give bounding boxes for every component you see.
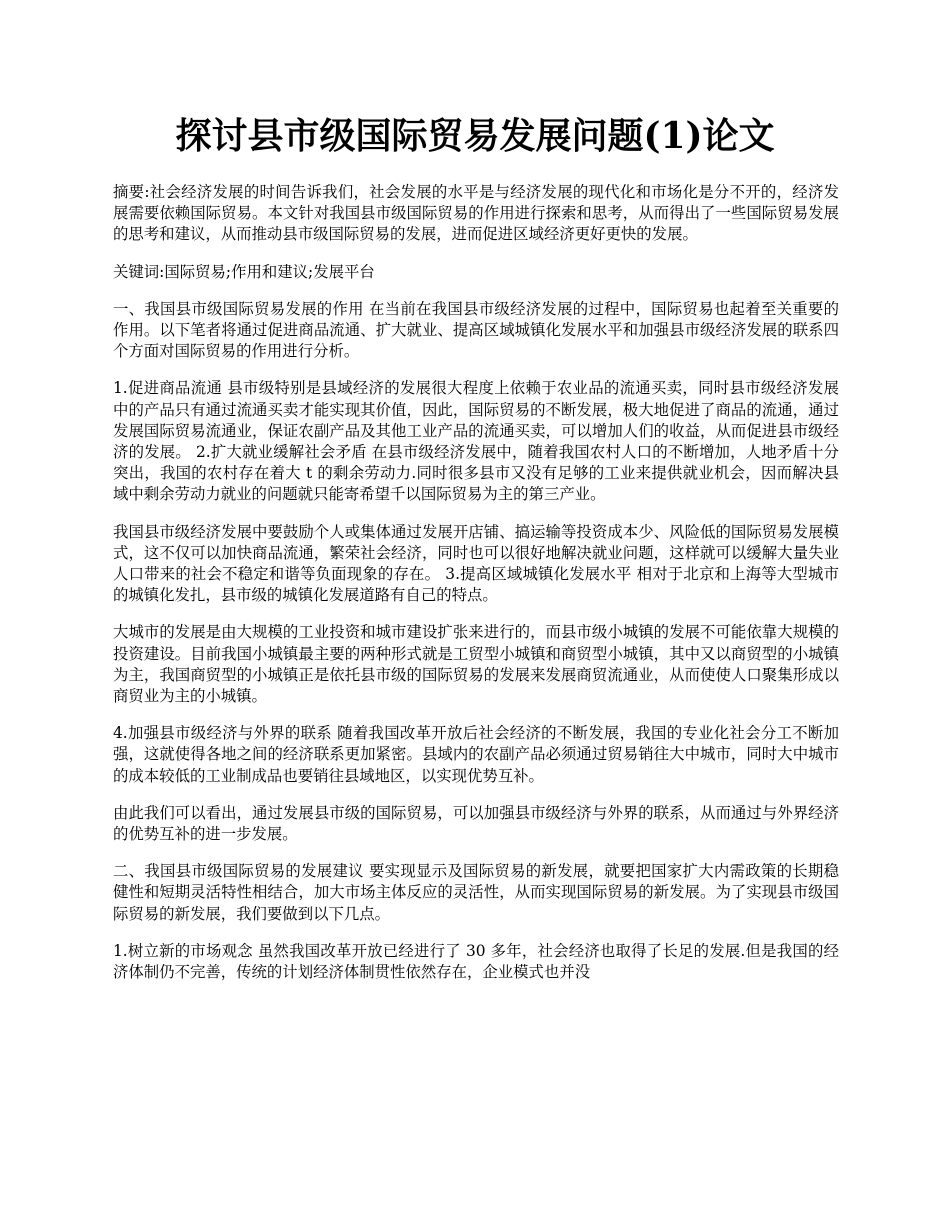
body-paragraph: 1.促进商品流通 县市级特别是县域经济的发展很大程度上依赖于农业品的流通买卖，同时县市级经济发展中的产品只有通过流通买卖才能实现其价值，因此，国际贸易的不断发展，极大地促进了商品的流通，通过发展国际贸易流通业，保证农副产品及其他工业产品的流通买卖，可以增加人们的收益，从而促进县市级经济的发展。 2.扩大就业缓解社会矛盾 在县市级经济发展中，随着我国农村人口的不断增加，人地矛盾十分突出，我国的农村存在着大 t 的剩余劳动力.同时很多县市又没有足够的工业来提供就业机会，因而解决县域中剩余劳动力就业的问题就只能寄希望千以国际贸易为主的第三产业。	[113, 379, 839, 504]
abstract-paragraph: 摘要:社会经济发展的时间告诉我们，社会发展的水平是与经济发展的现代化和市场化是分不开的，经济发展需要依赖国际贸易。本文针对我国县市级国际贸易的作用进行探索和思考，从而得出了一些国际贸易发展的思考和建议，从而推动县市级国际贸易的发展，进而促进区域经济更好更快的发展。	[113, 183, 839, 244]
body-paragraph: 由此我们可以看出，通过发展县市级的国际贸易，可以加强县市级经济与外界的联系，从而通过与外界经济的优势互补的进一步发展。	[113, 803, 839, 844]
body-paragraph: 4.加强县市级经济与外界的联系 随着我国改革开放后社会经济的不断发展，我国的专业化社会分工不断加强，这就使得各地之间的经济联系更加紧密。县域内的农副产品必须通过贸易销往大中城市，同时大中城市的成本较低的工业制成品也要销往县域地区，以实现优势互补。	[113, 724, 839, 785]
keywords-paragraph: 关键词:国际贸易;作用和建议;发展平台	[113, 262, 375, 281]
body-paragraph: 大城市的发展是由大规模的工业投资和城市建设扩张来进行的，而县市级小城镇的发展不可能依靠大规模的投资建设。目前我国小城镇最主要的两种形式就是工贸型小城镇和商贸型小城镇，其中又以商贸型的小城镇为主，我国商贸型的小城镇正是依托县市级的国际贸易的发展来发展商贸流通业，从而使使人口聚集形成以商贸业为主的小城镇。	[113, 623, 839, 706]
document-title: 探讨县市级国际贸易发展问题(1)论文	[175, 115, 775, 157]
document-body	[113, 182, 839, 999]
section-one-intro-paragraph: 一、我国县市级国际贸易发展的作用 在当前在我国县市级经济发展的过程中，国际贸易也起着至关重要的作用。以下笔者将通过促进商品流通、扩大就业、提高区域城镇化发展水平和加强县市级经济发展的联系四个方面对国际贸易的作用进行分析。	[113, 299, 839, 361]
body-paragraph: 1.树立新的市场观念 虽然我国改革开放已经进行了 30 多年，社会经济也取得了长足的发展.但是我国的经济体制仍不完善，传统的计划经济体制贯性依然存在，企业模式也并没	[113, 941, 839, 982]
body-paragraph: 我国县市级经济发展中要鼓励个人或集体通过发展开店铺、搞运输等投资成本少、风险低的国际贸易发展模式，这不仅可以加快商品流通，繁荣社会经济，同时也可以很好地解决就业问题，这样就可以缓解大量失业人口带来的社会不稳定和谐等负面现象的存在。 3.提高区域城镇化发展水平 相对于北京和上海等大型城市的城镇化发扎，县市级的城镇化发展道路有自己的特点。	[113, 522, 839, 605]
section-two-intro-paragraph: 二、我国县市级国际贸易的发展建议 要实现显示及国际贸易的新发展，就要把国家扩大内需政策的长期稳健性和短期灵活特性相结合，加大市场主体反应的灵活性，从而实现国际贸易的新发展。为了实现县市级国际贸易的新发展，我们要做到以下几点。	[113, 862, 839, 923]
